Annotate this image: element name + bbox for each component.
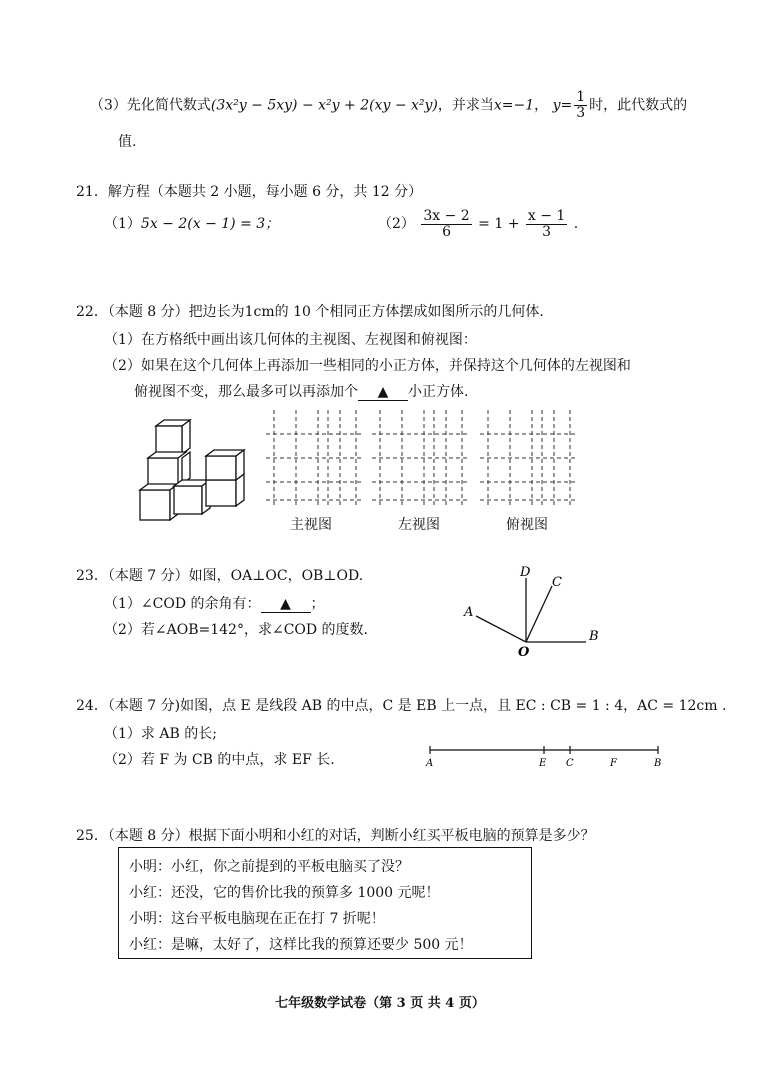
q24-part1: （1）求 AB 的长; (104, 726, 217, 742)
q24-part2: （2）若 F 为 CB 的中点，求 EF 长. (104, 752, 335, 768)
grid-front (266, 410, 362, 506)
q21-part2-mid: = 1 + (478, 216, 520, 232)
q20-y-value: y= (552, 97, 573, 114)
q22-part2-line1: （2）如果在这个几何体上再添加一些相同的小正方体，并保持这个几何体的左视图和 (104, 358, 631, 374)
q20-part3-expression: (3x²y − 5xy) − x²y + 2(xy − x²y) (210, 97, 438, 114)
grid-left (372, 410, 468, 506)
q21-part2-fraction2 (526, 209, 567, 240)
label-B: B (589, 629, 599, 644)
q22-cube-figure (134, 418, 246, 524)
q21-part2-end: . (573, 216, 579, 232)
q20-part3-line2: 值. (118, 134, 137, 150)
page-footer: 七年级数学试卷（第 3 页 共 4 页） (275, 996, 485, 1011)
dialog-line-3: 小明：这台平板电脑现在正在打 7 折呢！ (129, 911, 385, 927)
q22-title: 22．（本题 8 分）把边长为1cm的 10 个相同正方体摆成如图所示的几何体. (76, 304, 544, 320)
caption-top-view: 俯视图 (506, 517, 548, 533)
q20-y-numerator: 1 (576, 89, 586, 105)
label-A: A (464, 605, 474, 620)
point-E: E (539, 758, 547, 769)
q20-part3-mid: ，并求当 (437, 97, 494, 114)
q22-part2-line2 (134, 382, 468, 402)
q21-p2-num2: x − 1 (527, 207, 566, 224)
q21-part2 (378, 206, 578, 242)
q23-part2: （2）若∠AOB=142°，求∠COD 的度数. (104, 622, 369, 638)
q21-part1 (104, 214, 279, 234)
point-F: F (610, 758, 617, 769)
q20-part3-label: （3）先化简代数式 (90, 97, 211, 114)
q22-part2-end: 小正方体. (408, 384, 469, 400)
q21-p2-den2: 3 (542, 223, 552, 240)
q21-part2-label: （2） (378, 216, 415, 232)
q25-title: 25．（本题 8 分）根据下面小明和小红的对话，判断小红买平板电脑的预算是多少？ (76, 828, 595, 844)
q22-grids (260, 410, 590, 506)
q20-x-value: x=−1 (493, 97, 535, 114)
q22-part1: （1）在方格纸中画出该几何体的主视图、左视图和俯视图： (104, 332, 477, 348)
point-A: A (426, 758, 434, 769)
q21-part1-label: （1） (104, 216, 141, 232)
label-O: O (518, 645, 530, 660)
dialog-line-4: 小红：是嘛，太好了，这样比我的预算还要少 500 元！ (129, 937, 473, 953)
q22-part2-text: 俯视图不变，那么最多可以再添加个 (134, 384, 358, 400)
dialog-line-1: 小明：小红，你之前提到的平板电脑买了没？ (129, 859, 409, 875)
q22-answer-blank: ▲ (358, 384, 408, 401)
q23-title: 23．（本题 7 分）如图，OA⊥OC，OB⊥OD. (76, 568, 364, 584)
q21-p2-num1: 3x − 2 (423, 207, 470, 224)
q20-y-fraction (574, 90, 587, 121)
q20-part3-line1: （3）先化简代数式(3x²y − 5xy) − x²y + 2(xy − x²y)，并求当x=−1， y= $\frac{1}{3}$ 时，此代数式的 (90, 89, 688, 121)
point-C: C (566, 758, 574, 769)
point-B: B (654, 758, 662, 769)
q21-title: 21．解方程（本题共 2 小题，每小题 6 分，共 12 分） (76, 184, 423, 200)
q23-part1-end: ； (310, 596, 325, 612)
q24-title: 24．（本题 7 分)如图，点 E 是线段 AB 的中点，C 是 EB 上一点，且 EC : CB = 1 : 4，AC = 12cm . (76, 698, 727, 714)
q25-dialog-box (118, 847, 532, 959)
q23-angle-figure (456, 564, 606, 660)
q23-part1 (104, 594, 325, 614)
q20-y-denominator: 3 (576, 105, 586, 121)
q24-segment-figure (420, 740, 670, 770)
dialog-line-2: 小红：还没，它的售价比我的预算多 1000 元呢！ (129, 885, 440, 901)
label-D: D (520, 565, 531, 580)
caption-left-view: 左视图 (398, 517, 440, 533)
q21-part1-equation: 5x − 2(x − 1) = 3； (140, 216, 280, 232)
grid-top (480, 410, 576, 506)
q20-part3-tail: 时，此代数式的 (589, 97, 688, 114)
q23-part1-text: （1）∠COD 的余角有： (104, 596, 261, 612)
caption-front-view: 主视图 (290, 517, 332, 533)
q21-part2-fraction1 (421, 209, 471, 240)
q23-answer-blank: ▲ (261, 596, 311, 613)
q21-p2-den1: 6 (442, 223, 451, 240)
label-C: C (552, 575, 562, 590)
